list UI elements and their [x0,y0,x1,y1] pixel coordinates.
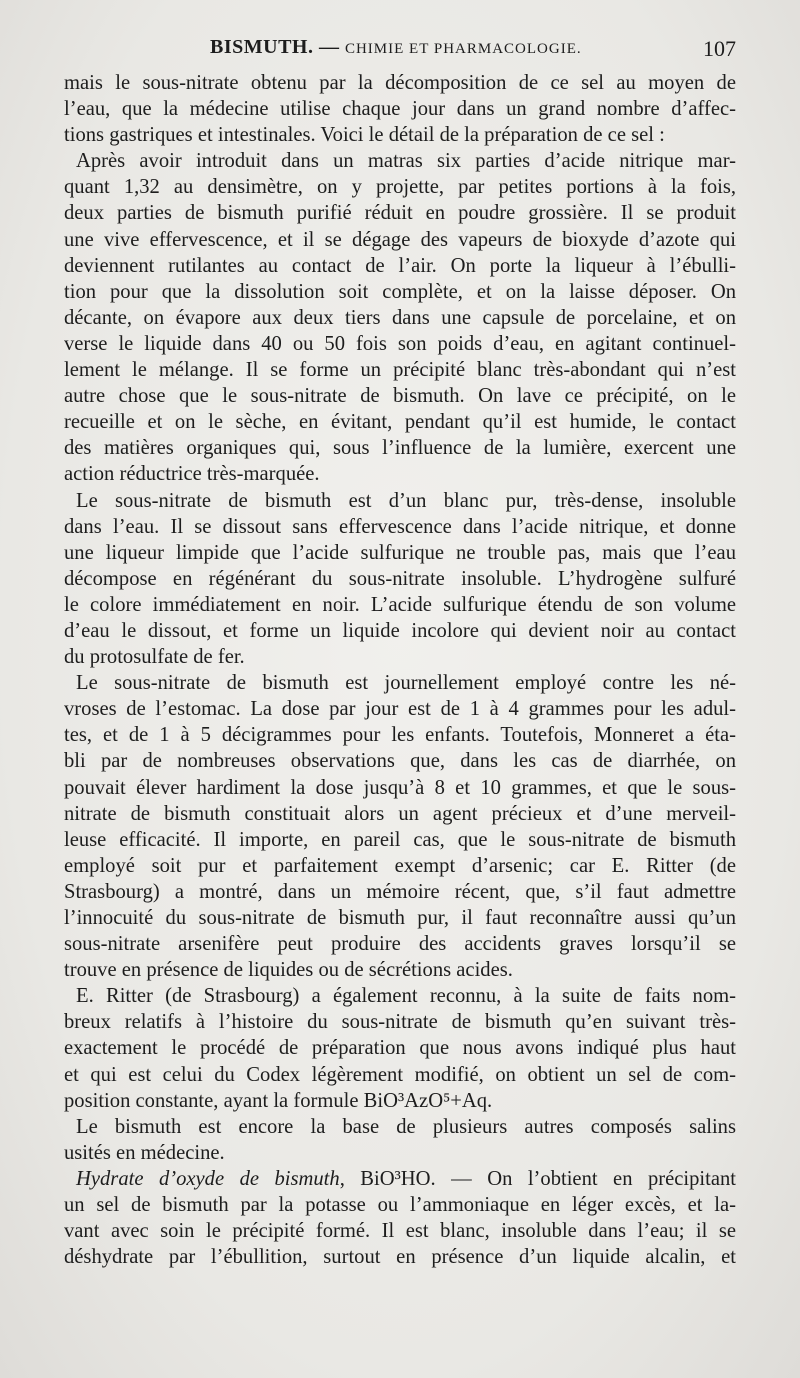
text-line: Après avoir introduit dans un matras six parties d’acide nitrique mar- [76,150,736,173]
text-line: du protosulfate de fer. [64,646,245,669]
text-line: position constante, ayant la formule BiO³AzO⁵+Aq. [64,1089,493,1112]
text-line: deux parties de bismuth purifié réduit en poudre grossière. Il se produit [64,202,736,225]
text-line: lement le mélange. Il se forme un précipité blanc très-abondant qui n’est [64,359,736,382]
text-line: breux relatifs à l’histoire du sous-nitrate de bismuth qu’en suivant très- [64,1011,736,1034]
text-line: nitrate de bismuth constituait alors un agent précieux et d’une merveil- [64,802,736,825]
page-number: 107 [703,36,736,61]
text-line: le colore immédiatement en noir. L’acide sulfurique étendu de son volume [64,593,736,616]
text-line: autre chose que le sous-nitrate de bismuth. On lave ce précipité, on le [64,385,736,408]
text-line: une vive effervescence, et il se dégage des vapeurs de bioxyde d’azote qui [64,228,736,251]
text-line: trouve en présence de liquides ou de sécrétions acides. [64,959,513,982]
text-line: tion pour que la dissolution soit complète, et on la laisse déposer. On [64,280,736,303]
text-line: une liqueur limpide que l’acide sulfurique ne trouble pas, mais que l’eau [64,541,736,564]
text-line: pouvait élever hardiment la dose jusqu’à 8 et 10 grammes, et que le sous- [64,776,736,799]
text-line: action réductrice très-marquée. [64,463,320,486]
text-line: décante, on évapore aux deux tiers dans une capsule de porcelaine, et on [64,306,736,329]
text-line: décompose en régénérant du sous-nitrate insoluble. L’hydrogène sulfuré [64,567,736,590]
text-line: employé soit pur et parfaitement exempt d’arsenic; car E. Ritter (de [64,854,736,877]
text-line: quant 1,32 au densimètre, on y projette, par petites portions à la fois, [64,176,736,199]
section-heading-italic: Hydrate d’oxyde de bismuth [76,1167,340,1190]
text-line: et qui est celui du Codex légèrement modifié, on obtient un sel de com- [64,1063,736,1086]
text-line: Hydrate d’oxyde de bismuth, BiO³HO. — On l’obtient en précipitant [76,1167,736,1190]
text-line: usités en médecine. [64,1141,225,1164]
text-line: sous-nitrate arsenifère peut produire des accidents graves lorsqu’il se [64,933,736,956]
text-line: deviennent rutilantes au contact de l’air. On porte la liqueur à l’ébulli- [64,254,736,277]
running-title-main: BISMUTH. — [210,36,345,58]
text-line: Le sous-nitrate de bismuth est d’un blanc pur, très-dense, insoluble [76,489,736,512]
text-line: verse le liquide dans 40 ou 50 fois son poids d’eau, en agitant continuel- [64,332,736,355]
running-title-sub: CHIMIE ET PHARMACOLOGIE. [344,41,582,57]
text-line: d’eau le dissout, et forme un liquide incolore qui devient noir au contact [64,619,736,642]
running-title [210,36,582,59]
text-line: tions gastriques et intestinales. Voici le détail de la préparation de ce sel : [64,124,665,147]
text-line: vant avec soin le précipité formé. Il est blanc, insoluble dans l’eau; il se [64,1220,736,1243]
text-line: Le sous-nitrate de bismuth est journellement employé contre les né- [76,672,736,695]
text-line: des matières organiques qui, sous l’influence de la lumière, exercent une [64,437,736,460]
text-line: l’eau, que la médecine utilise chaque jour dans un grand nombre d’affec- [64,98,736,121]
text-line: dans l’eau. Il se dissout sans effervescence dans l’acide nitrique, et donne [64,515,736,538]
text-line: un sel de bismuth par la potasse ou l’ammoniaque en léger excès, et la- [64,1194,736,1217]
body-text [64,70,736,1270]
text-line: recueille et on le sèche, en évitant, pendant qu’il est humide, le contact [64,411,736,434]
text-line: Le bismuth est encore la base de plusieurs autres composés salins [76,1115,736,1138]
running-header [64,36,736,62]
text-line: leuse efficacité. Il importe, en pareil cas, que le sous-nitrate de bismuth [64,828,736,851]
text-line: vroses de l’estomac. La dose par jour est de 1 à 4 grammes pour les adul- [64,698,736,721]
text-line: bli par de nombreuses observations que, dans les cas de diarrhée, on [64,750,736,773]
text-line: tes, et de 1 à 5 décigrammes pour les enfants. Toutefois, Monneret a éta- [64,724,736,747]
text-line: mais le sous-nitrate obtenu par la décomposition de ce sel au moyen de [64,72,736,94]
text-line: Strasbourg) a montré, dans un mémoire récent, que, s’il faut admettre [64,880,736,903]
text-line: exactement le procédé de préparation que nous avons indiqué plus haut [64,1037,736,1060]
text-line: déshydrate par l’ébullition, surtout en présence d’un liquide alcalin, et [64,1246,736,1269]
text-line: E. Ritter (de Strasbourg) a également reconnu, à la suite de faits nom- [76,985,736,1008]
text-line: l’innocuité du sous-nitrate de bismuth pur, il faut reconnaître aussi qu’un [64,907,736,929]
